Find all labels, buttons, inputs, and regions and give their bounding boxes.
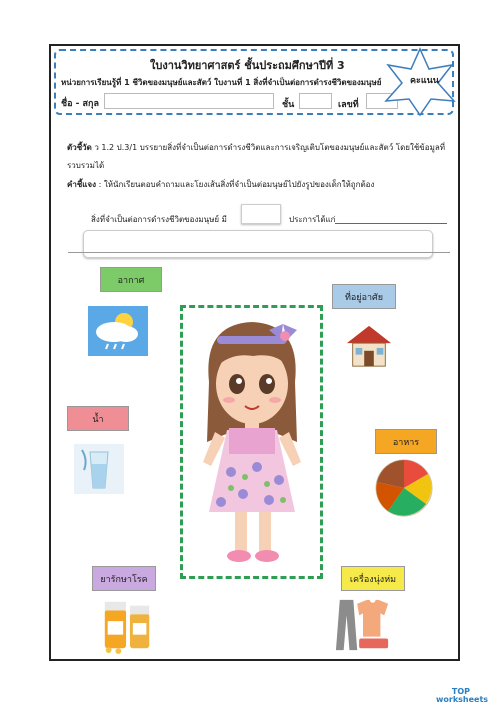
house-icon[interactable] (344, 322, 394, 370)
label-water[interactable]: น้ำ (67, 406, 129, 431)
label-shelter[interactable]: ที่อยู่อาศัย (332, 284, 396, 309)
indicator-label: ตัวชี้วัด (67, 143, 92, 152)
question-suffix: ประการได้แก่ (289, 215, 336, 224)
unit-line: หน่วยการเรียนรู้ที่ 1 ชีวิตของมนุษย์และสัตว์ ใบงานที่ 1 สิ่งที่จำเป็นต่อการดำรงชีวิตของมนุษย์ (61, 78, 382, 87)
weather-icon[interactable] (88, 306, 148, 356)
label-clothing[interactable]: เครื่องนุ่งห่ม (341, 566, 405, 591)
worksheet-title: ใบงานวิทยาศาสตร์ ชั้นประถมศึกษาปีที่ 3 (150, 59, 345, 72)
answer-field[interactable] (83, 230, 433, 258)
name-field[interactable] (104, 93, 274, 109)
indicator-body: ว 1.2 ป.3/1 บรรยายสิ่งที่จำเป็นต่อการดำรงชีวิตและการเจริญเติบโตของมนุษย์และสัตว์ โดยใช้ข้อมูลที่รวบรวมได้ (67, 143, 446, 170)
medicine-bottles-icon[interactable] (98, 596, 158, 654)
number-label: เลขที่ (338, 100, 359, 110)
label-medicine[interactable]: ยารักษาโรค (92, 566, 156, 591)
indicator-text (67, 139, 452, 175)
divider-line (68, 252, 450, 253)
top-worksheets-logo (436, 688, 488, 704)
brand-top: TOP (451, 687, 471, 696)
class-field[interactable] (299, 93, 332, 109)
girl-character-illustration (187, 310, 317, 574)
instructions-text (67, 178, 374, 191)
instructions-label: คำชี้แจง (67, 180, 97, 189)
instructions-body: : ให้นักเรียนตอบคำถามและโยงเส้นสิ่งที่จำเป็นต่อมนุษย์ไปยังรูปของเด็กให้ถูกต้อง (96, 180, 375, 189)
class-label: ชั้น (282, 100, 295, 110)
score-label: คะแนน (410, 76, 439, 86)
label-food[interactable]: อาหาร (375, 429, 437, 454)
name-label: ชื่อ - สกุล (61, 99, 99, 109)
question-text: สิ่งที่จำเป็นต่อการดำรงชีวิตของมนุษย์ มี (91, 215, 227, 224)
answer-line (335, 223, 447, 224)
brand-bottom: worksheets (436, 695, 489, 704)
clothing-icon[interactable] (332, 596, 394, 654)
count-field[interactable] (241, 204, 281, 224)
label-air[interactable]: อากาศ (100, 267, 162, 292)
food-plate-icon[interactable] (374, 458, 434, 518)
water-glass-icon[interactable] (74, 444, 124, 494)
